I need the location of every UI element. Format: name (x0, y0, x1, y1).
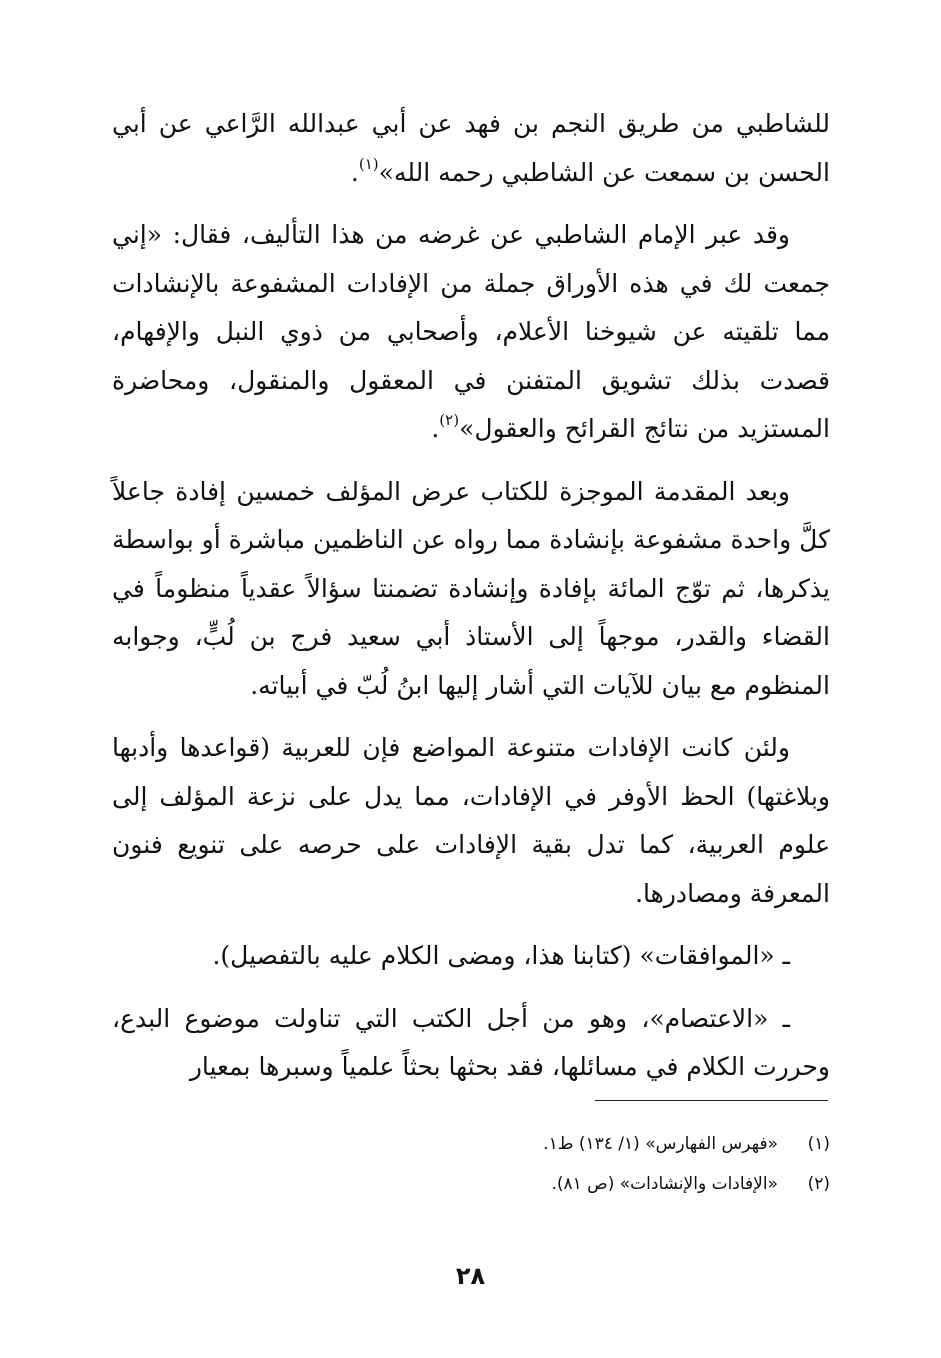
footnote-number: (١) (807, 1134, 830, 1154)
paragraph-1-end: . (350, 157, 359, 187)
paragraph-4: ولئن كانت الإفادات متنوعة المواضع فإن للعربية (قواعدها وأدبها وبلاغتها) الحظ الأوفر في الإفادات، مما يدل على نزعة المؤلف إلى علوم العربية، كما تدل بقية الإفادات على حرصه على تنويع فنون المعرفة ومصادرها. (112, 733, 830, 908)
paragraph-2 (112, 211, 830, 454)
paragraph-2-text: وقد عبر الإمام الشاطبي عن غرضه من هذا التأليف، فقال: «إني جمعت لك في هذه الأوراق جملة من الإفادات المشفوعة بالإنشادات مما تلقيته عن شيوخنا الأعلام، وأصحابي من ذوي النبل والإفهام، قصدت بذلك تشويق المتفنن في المعقول والمنقول، ومحاضرة المستزيد من نتائج القرائح والعقول» (112, 220, 830, 443)
paragraph-2-end: . (431, 414, 440, 443)
footnote-text: «فهرس الفهارس» (١/ ١٣٤) ط١. (543, 1134, 778, 1154)
footnotes (400, 1126, 830, 1206)
footnote-text: «الإفادات والإنشادات» (ص ٨١). (551, 1174, 778, 1194)
paragraph-3: وبعد المقدمة الموجزة للكتاب عرض المؤلف خمسين إفادة جاعلاً كلَّ واحدة مشفوعة بإنشادة مما رواه عن الناظمين مباشرة أو بواسطة يذكرها، ثم توّج المائة بإفادة وإنشادة تضمنتا سؤالاً عقدياً منظوماً في القضاء والقدر، موجهاً إلى الأستاذ أبي سعيد فرج بن لُبٍّ، وجوابه المنظوم مع بيان للآيات التي أشار إليها ابنُ لُبّ في أبياته. (112, 476, 830, 700)
footnote-ref-2: (٢) (439, 411, 460, 429)
footnote-divider (595, 1100, 828, 1101)
paragraph-1-text: للشاطبي من طريق النجم بن فهد عن أبي عبدالله الرَّاعي عن أبي الحسن بن سمعت عن الشاطبي رحمه الله» (112, 109, 830, 187)
paragraph-6: ـ «الاعتصام»، وهو من أجل الكتب التي تناولت موضوع البدع، وحررت الكلام في مسائلها، فقد بحثها بحثاً علمياً وسبرها بمعيار (112, 1003, 830, 1081)
paragraph-1 (112, 100, 830, 197)
footnote-1 (400, 1126, 830, 1166)
page-number: ٢٨ (455, 1262, 486, 1290)
footnote-2 (400, 1166, 830, 1206)
paragraph-5: ـ «الموافقات» (كتابنا هذا، ومضى الكلام عليه بالتفصيل). (212, 941, 790, 970)
footnote-ref-1: (١) (358, 154, 379, 173)
footnote-number: (٢) (807, 1174, 830, 1194)
main-text (112, 100, 830, 1092)
